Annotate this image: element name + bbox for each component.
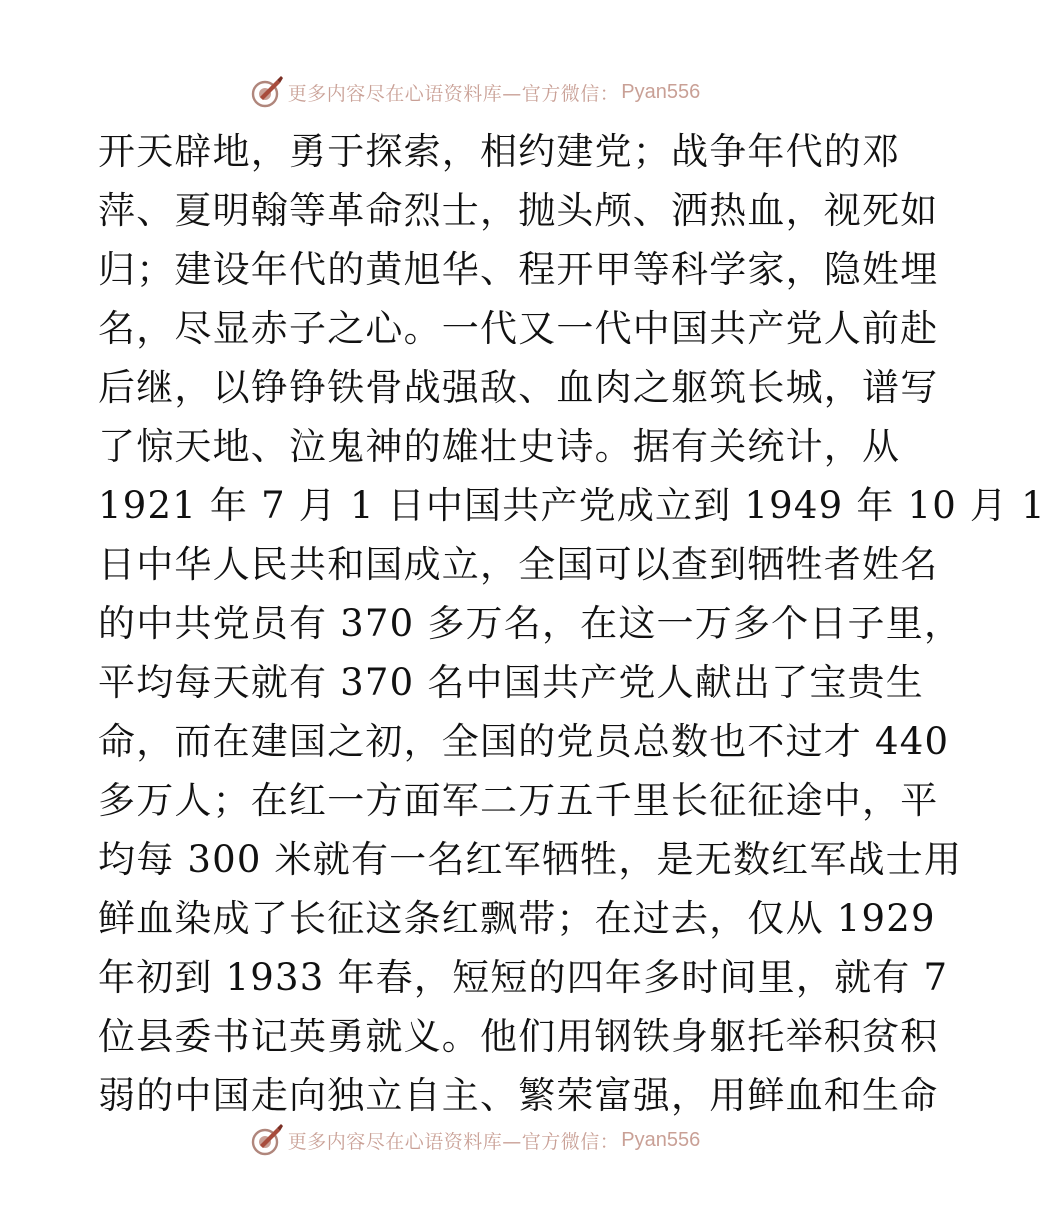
watermark-text: 更多内容尽在心语资料库—官方微信： [287,1130,620,1153]
text-line: 平均每天就有 370 名中国共产党人献出了宝贵生 [98,661,924,704]
watermark-account: Pyan556 [621,1128,701,1151]
text-line: 归；建设年代的黄旭华、程开甲等科学家，隐姓埋 [98,248,939,291]
text-line: 后继，以铮铮铁骨战强敌、血肉之躯筑长城，谱写 [98,366,939,409]
text-line: 鲜血染成了长征这条红飘带；在过去，仅从 1929 [98,897,936,940]
text-line: 1921 年 7 月 1 日中国共产党成立到 1949 年 10 月 1 [98,484,1046,527]
text-line: 多万人；在红一方面军二万五千里长征征途中，平 [98,779,939,822]
header-watermark [0,72,950,112]
text-line: 萍、夏明翰等革命烈士，抛头颅、洒热血，视死如 [98,189,939,232]
text-line: 年初到 1933 年春，短短的四年多时间里，就有 7 [98,956,949,999]
text-line: 了惊天地、泣鬼神的雄壮史诗。据有关统计，从 [98,425,901,468]
watermark-account: Pyan556 [621,80,701,103]
text-line: 命，而在建国之初，全国的党员总数也不过才 440 [98,720,950,763]
footer-watermark [0,1120,950,1160]
text-line: 日中华人民共和国成立，全国可以查到牺牲者姓名 [98,543,939,586]
pen-logo-icon [250,75,284,109]
document-body [98,122,1046,1125]
watermark-text: 更多内容尽在心语资料库—官方微信： [287,82,620,105]
text-line: 均每 300 米就有一名红军牺牲，是无数红军战士用 [98,838,963,881]
pen-logo-icon [250,1123,284,1157]
text-line: 位县委书记英勇就义。他们用钢铁身躯托举积贫积 [98,1015,939,1058]
text-line: 开天辟地，勇于探索，相约建党；战争年代的邓 [98,130,901,173]
text-line: 名，尽显赤子之心。一代又一代中国共产党人前赴 [98,307,939,350]
text-line: 的中共党员有 370 多万名，在这一万多个日子里， [98,602,963,645]
text-line: 弱的中国走向独立自主、繁荣富强，用鲜血和生命 [98,1074,939,1117]
